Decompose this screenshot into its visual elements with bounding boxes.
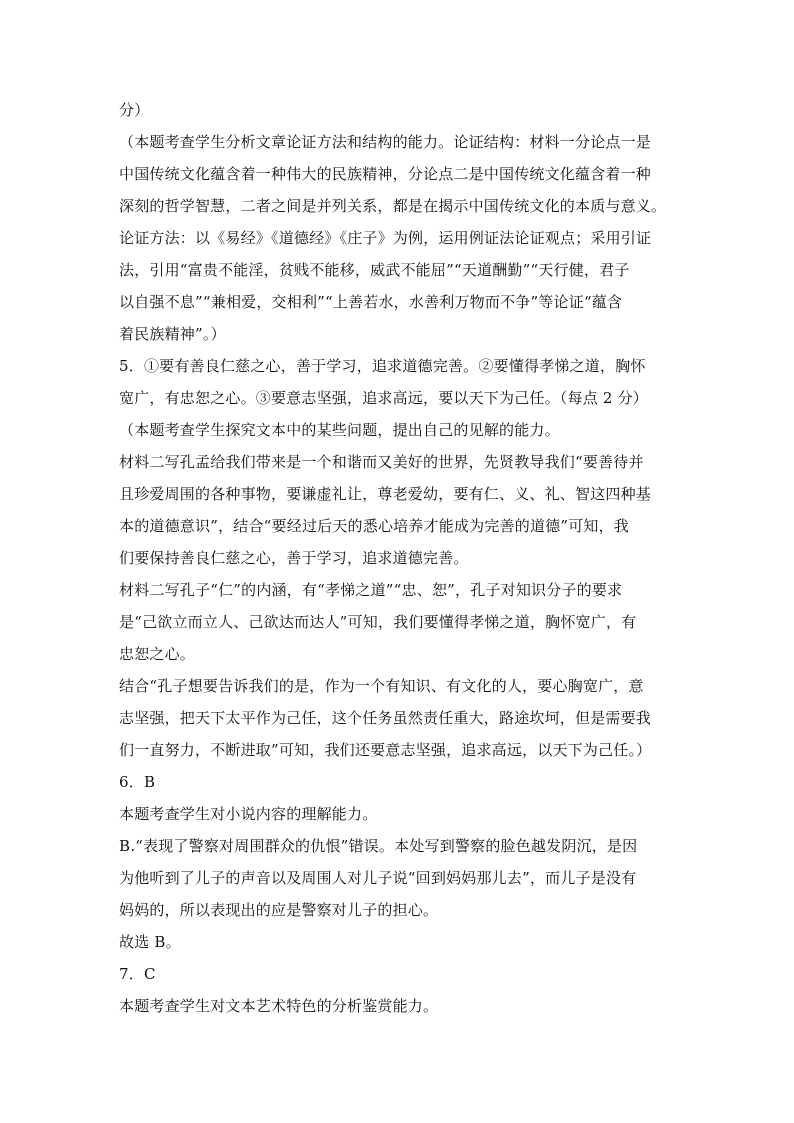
text-line: 分） xyxy=(119,101,150,119)
text-line: （本题考查学生探究文本中的某些问题，提出自己的见解的能力。 xyxy=(119,421,560,439)
text-line: 以自强不息”“兼相爱，交相利”“上善若水，水善利万物而不争”等论证“蕴含 xyxy=(119,293,623,311)
text-line: 们要保持善良仁慈之心，善于学习，追求道德完善。 xyxy=(119,549,469,567)
text-line: 为他听到了儿子的声音以及周围人对儿子说“回到妈妈那儿去”，而儿子是没有 xyxy=(119,869,637,887)
text-line: 中国传统文化蕴含着一种伟大的民族精神，分论点二是中国传统文化蕴含着一种 xyxy=(119,165,652,183)
text-line: 妈妈的，所以表现出的应是警察对儿子的担心。 xyxy=(119,901,439,919)
text-line: 本的道德意识”，结合“要经过后天的悉心培养才能成为完善的道德”可知，我 xyxy=(119,517,630,535)
text-line: 6．B xyxy=(119,773,156,791)
text-line: 且珍爱周围的各种事物，要谦虚礼让，尊老爱幼，要有仁、义、礼、智这四种基 xyxy=(119,485,652,503)
text-line: 宽广，有忠恕之心。③要意志坚强，追求高远，要以天下为己任。（每点 2 分） xyxy=(119,389,648,407)
document-page xyxy=(119,94,679,1022)
text-line: 着民族精神”。） xyxy=(119,325,226,343)
text-line: 忠恕之心。 xyxy=(119,645,196,663)
text-line: 材料二写孔孟给我们带来是一个和谐而又美好的世界，先贤教导我们“要善待并 xyxy=(119,453,644,471)
text-line: 们一直努力，不断进取”可知，我们还要意志坚强，追求高远，以天下为己任。） xyxy=(119,741,652,759)
text-line: （本题考查学生分析文章论证方法和结构的能力。论证结构：材料一分论点一是 xyxy=(119,133,652,151)
text-line: 材料二写孔子“仁”的内涵，有“孝悌之道”“忠、恕”，孔子对知识分子的要求 xyxy=(119,581,623,599)
text-line: 本题考查学生对小说内容的理解能力。 xyxy=(119,805,378,823)
text-line: B.“表现了警察对周围群众的仇恨”错误。本处写到警察的脸色越发阴沉，是因 xyxy=(119,837,638,855)
text-line: 5．①要有善良仁慈之心，善于学习，追求道德完善。②要懂得孝悌之道，胸怀 xyxy=(119,357,646,375)
text-line: 7．C xyxy=(119,965,156,983)
text-line: 是“己欲立而立人、己欲达而达人”可知，我们要懂得孝悌之道，胸怀宽广，有 xyxy=(119,613,637,631)
text-line: 本题考查学生对文本艺术特色的分析鉴赏能力。 xyxy=(119,997,439,1015)
text-line: 结合“孔子想要告诉我们的是，作为一个有知识、有文化的人，要心胸宽广，意 xyxy=(119,677,644,695)
text-line: 法，引用“富贵不能淫，贫贱不能移，威武不能屈”“天道酬勤”“天行健，君子 xyxy=(119,261,630,279)
text-line: 故选 B。 xyxy=(119,933,181,951)
text-line: 深刻的哲学智慧，二者之间是并列关系，都是在揭示中国传统文化的本质与意义。 xyxy=(119,197,667,215)
text-line: 志坚强，把天下太平作为己任，这个任务虽然责任重大，路途坎坷，但是需要我 xyxy=(119,709,652,727)
text-line: 论证方法：以《易经》《道德经》《庄子》为例，运用例证法论证观点；采用引证 xyxy=(119,229,652,247)
